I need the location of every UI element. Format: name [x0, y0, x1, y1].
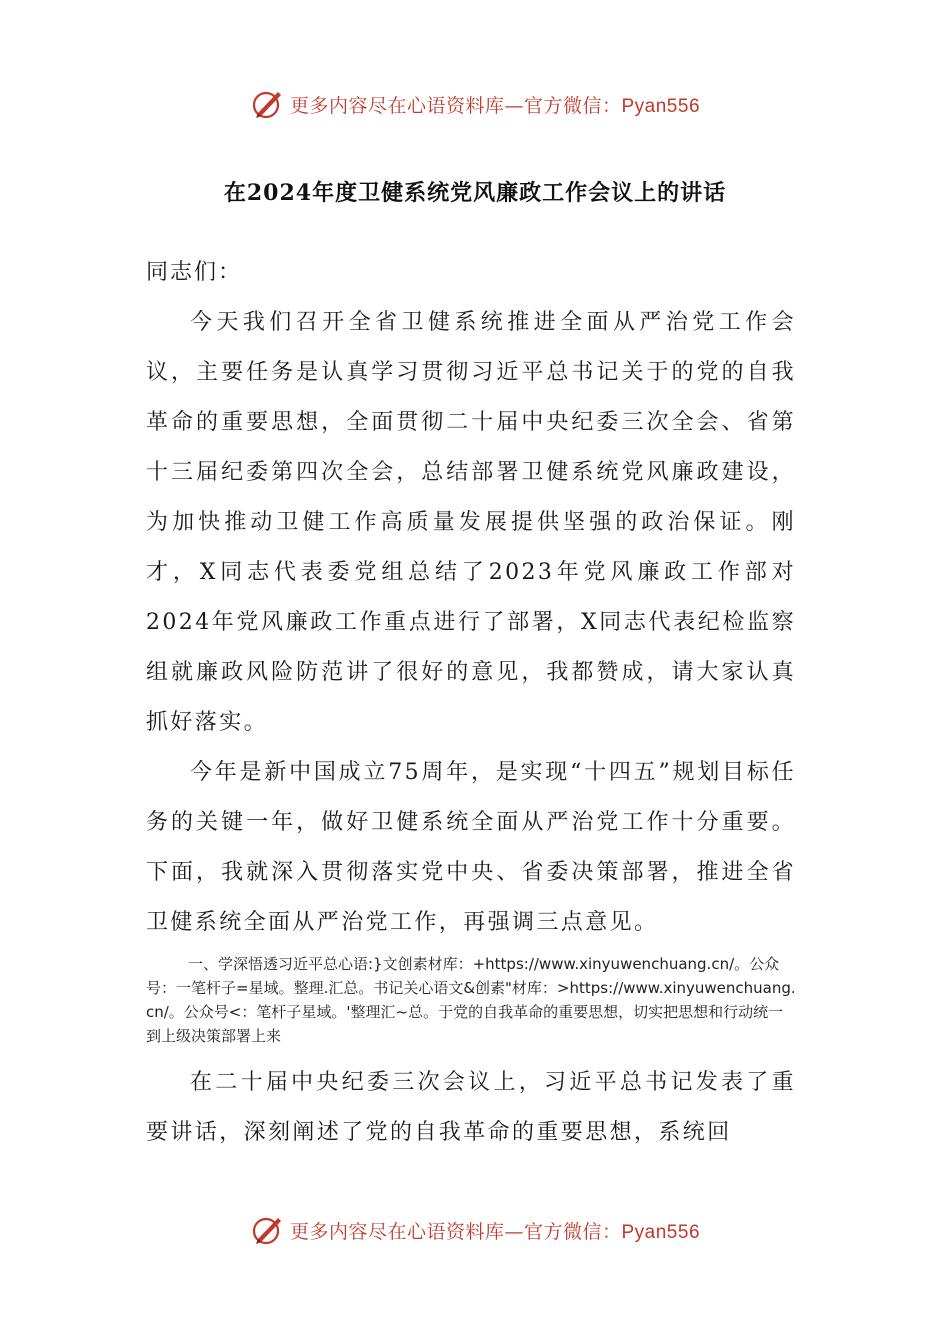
paragraph-1: 今天我们召开全省卫健系统推进全面从严治党工作会议，主要任务是认真学习贯彻习近平总书记关于的党的自我革命的重要思想，全面贯彻二十届中央纪委三次全会、省第十三届纪委第四次全会，总结部署卫健系统党风廉政建设，为加快推动卫健工作高质量发展提供坚强的政治保证。刚才，X同志代表委党组总结了2023年党风廉政工作部对2024年党风廉政工作重点进行了部署，X同志代表纪检监察组就廉政风险防范讲了很好的意见，我都赞成，请大家认真抓好落实。 — [146, 310, 796, 735]
banner-text: 更多内容尽在心语资料库—官方微信：Pyan556 — [289, 1220, 701, 1243]
greeting: 同志们： — [146, 260, 243, 285]
banner-wechat-id: Pyan556 — [621, 95, 701, 117]
paragraph-2: 今年是新中国成立75周年，是实现“十四五”规划目标任务的关键一年，做好卫健系统全面从严治党工作十分重要。下面，我就深入贯彻落实党中央、省委决策部署，推进全省卫健系统全面从严治党工作，再强调三点意见。 — [146, 760, 796, 935]
document-title: 在2024年度卫健系统党风廉政工作会议上的讲话 — [223, 180, 727, 206]
banner-text: 更多内容尽在心语资料库—官方微信：Pyan556 — [289, 94, 701, 117]
pen-circle-logo-icon — [250, 1212, 286, 1248]
header-watermark-banner — [0, 84, 950, 124]
footer-watermark-banner — [0, 1210, 950, 1250]
paragraph-3: 在二十届中央纪委三次会议上，习近平总书记发表了重要讲话，深刻阐述了党的自我革命的重要思想，系统回 — [146, 1070, 796, 1145]
section-heading: 一、学深悟透习近平总心语:}文创素材库：+https://www.xinyuwenchuang.cn/。公众号：一笔杆子=星域。整理.汇总。书记关心语文&创素"材库：>https://www.xinyuwenchuang.cn/。公众号<：笔杆子星域。'整理汇~总。于党的自我革命的重要思想，切实把思想和行动统一到上级决策部署上来 — [146, 955, 796, 1045]
banner-wechat-id: Pyan556 — [621, 1221, 701, 1243]
document-body — [146, 248, 796, 1158]
pen-circle-logo-icon — [250, 86, 286, 122]
